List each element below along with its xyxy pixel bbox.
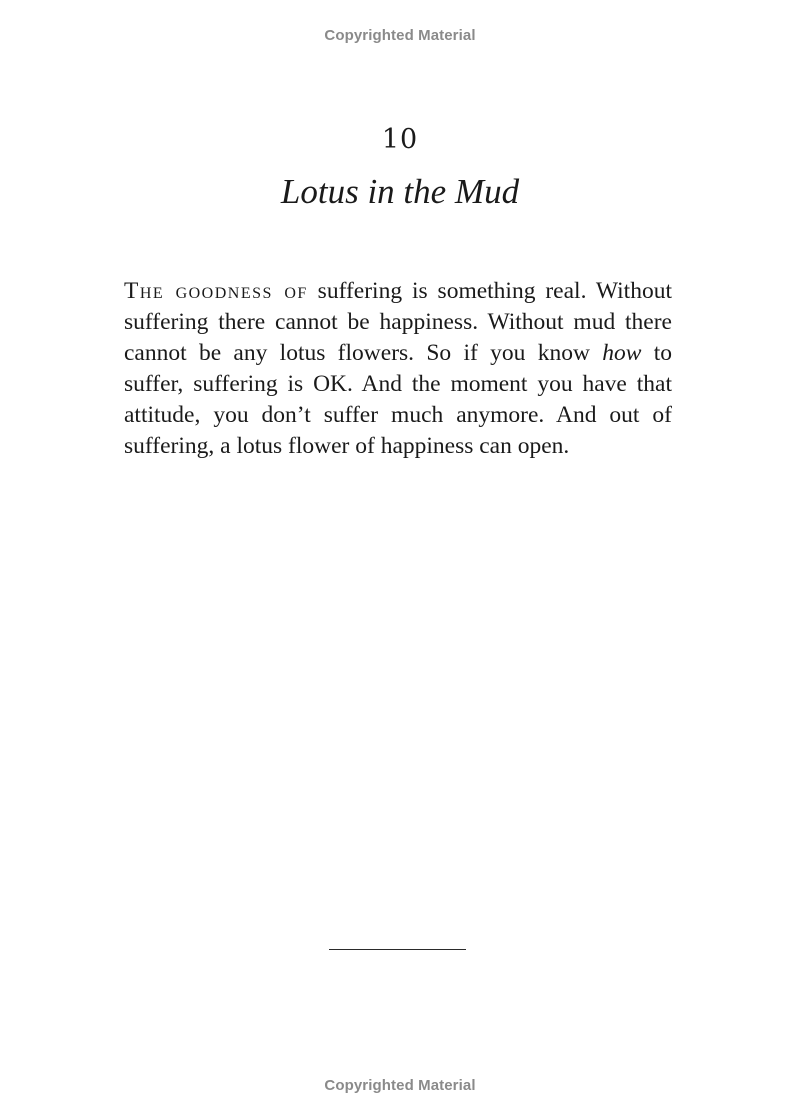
chapter-title: Lotus in the Mud <box>280 172 520 211</box>
emphasis-word: how <box>602 340 642 366</box>
section-divider-rule <box>329 949 466 950</box>
copyright-watermark-bottom: Copyrighted Material <box>324 1077 476 1094</box>
lead-in-smallcaps: The goodness of <box>124 278 308 304</box>
paragraph-text-1: suffering is something real. Without suffering there cannot be happiness. Without mud there cannot be any lotus flowers. So if you know <box>124 278 672 366</box>
chapter-number: 10 <box>381 124 419 155</box>
copyright-watermark-top: Copyrighted Material <box>324 27 476 44</box>
paragraph-text-2: to suffer, suffering is OK. And the moment you have that attitude, you don’t suffer much anymore. And out of suffering, a lotus flower of happiness can open. <box>124 340 673 459</box>
chapter-paragraph <box>124 276 672 462</box>
